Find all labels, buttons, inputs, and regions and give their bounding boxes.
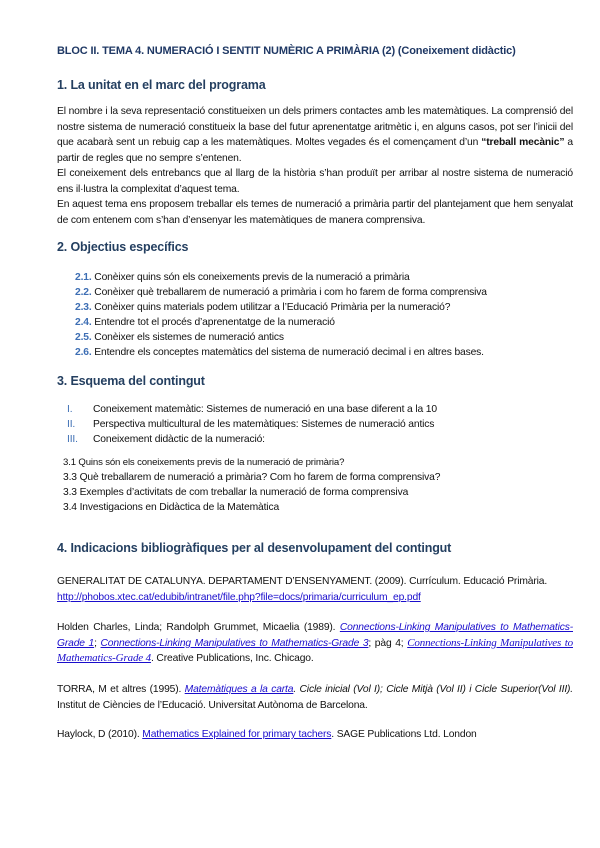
document-title: BLOC II. TEMA 4. NUMERACIÓ I SENTIT NUMÈRIC A PRIMÀRIA (2) (Coneixement didàctic) xyxy=(57,45,516,57)
text: a partir de regles que no sempre s’entenen. xyxy=(57,137,573,164)
list-item: I. Coneixement matemàtic: Sistemes de numeració en una base diferent a la 10 xyxy=(67,404,437,415)
sub-list xyxy=(57,455,573,515)
section-1-body xyxy=(57,104,573,228)
section-heading-1: 1. La unitat en el marc del programa xyxy=(57,78,266,92)
reference-1 xyxy=(57,574,573,605)
matematiques-carta-link[interactable]: Matemàtiques a la carta xyxy=(184,684,294,695)
curriculum-link[interactable]: http://phobos.xtec.cat/edubib/intranet/file.php?file=docs/primaria/curriculum_ep.pdf xyxy=(57,591,421,603)
reference-3: TORRA, M et altres (1995). Matemàtiques a la carta. Cicle inicial (Vol I); Cicle Mitjà (Vol II) i Cicle Superior(Vol III). Institut de Ciències de l’Educació. Universitat Autònoma de Barcelona. xyxy=(57,684,574,711)
reference-2: Holden Charles, Linda; Randolph Grummet, Micaelia (1989). Connections-Linking Manipulatives to Mathematics-Grade 1; Connections-Linking Manipulatives to Mathematics-Grade 3; pàg 4; Connections-Linking Manipulatives to Mathematics-Grade 4. Creative Publications, Inc. Chicago. xyxy=(57,622,573,664)
list-item: 3.4 Investigacions en Didàctica de la Matemàtica xyxy=(63,502,280,513)
grade-4-link[interactable]: Connections-Linking Manipulatives to Mathematics-Grade 4 xyxy=(57,636,573,664)
bold-text: “treball mecànic” xyxy=(481,137,565,148)
section-heading-3: 3. Esquema del contingut xyxy=(57,374,205,388)
mathematics-explained-link[interactable]: Mathematics Explained for primary tachers xyxy=(142,729,332,740)
objectives-list xyxy=(57,270,573,360)
paragraph: El coneixement dels entrebancs que al llarg de la història s’han produït per arribar al nostre sistema de numeració ens il·lustra la complexitat d’aquest tema. xyxy=(57,168,573,195)
list-item: 3.1 Quins són els coneixements previs de la numeració de primària? xyxy=(63,457,345,468)
paragraph xyxy=(57,104,573,166)
list-item: 2.3. Conèixer quins materials podem utilitzar a l’Educació Primària per la numeració? xyxy=(75,302,451,313)
section-heading-4: 4. Indicacions bibliogràfiques per al desenvolupament del contingut xyxy=(57,541,452,555)
grade-1-link[interactable]: Connections-Linking Manipulatives to Mathematics-Grade 1 xyxy=(57,622,573,649)
reference-4: Haylock, D (2010). Mathematics Explained for primary tachers. SAGE Publications Ltd. London xyxy=(57,729,477,740)
list-item: 2.6. Entendre els conceptes matemàtics del sistema de numeració decimal i en altres bases. xyxy=(75,347,484,358)
list-item: III. Coneixement didàctic de la numeració: xyxy=(67,434,265,445)
section-heading-2: 2. Objectius específics xyxy=(57,240,189,254)
text: GENERALITAT DE CATALUNYA. DEPARTAMENT D’ENSENYAMENT. (2009). Currículum. Educació Primària. xyxy=(57,576,548,587)
list-item: 2.4. Entendre tot el procés d’aprenentatge de la numeració xyxy=(75,317,335,328)
list-item: 2.2. Conèixer què treballarem de numeració a primària i com ho farem de forma comprensiva xyxy=(75,287,487,298)
list-item: II. Perspectiva multicultural de les matemàtiques: Sistemes de numeració antics xyxy=(67,419,435,430)
list-item: 3.3 Exemples d’activitats de com treballar la numeració de forma comprensiva xyxy=(63,487,409,498)
list-item: 2.1. Conèixer quins són els coneixements previs de la numeració a primària xyxy=(75,272,410,283)
text: El nombre i la seva representació constitueixen un dels primers contactes amb les matemàtiques. La comprensió del nostre sistema de numeració constitueix la base del futur aprenentatge aritmètic i, en alguns casos, pot ser l’inicii del que acabarà sent un rebuig cap a les matemàtiques. Moltes vegades és el començament d’un xyxy=(57,106,573,148)
paragraph: En aquest tema ens proposem treballar els temes de numeració a primària partir del plantejament que hem senyalat de com entenem com s’han d’ensenyar les matemàtiques de manera comprensiva. xyxy=(57,199,573,226)
grade-3-link[interactable]: Connections-Linking Manipulatives to Mathematics-Grade 3 xyxy=(100,637,369,649)
list-item: 3.3 Què treballarem de numeració a primària? Com ho farem de forma comprensiva? xyxy=(63,472,441,483)
list-item: 2.5. Conèixer els sistemes de numeració antics xyxy=(75,332,284,343)
roman-list xyxy=(57,402,573,447)
